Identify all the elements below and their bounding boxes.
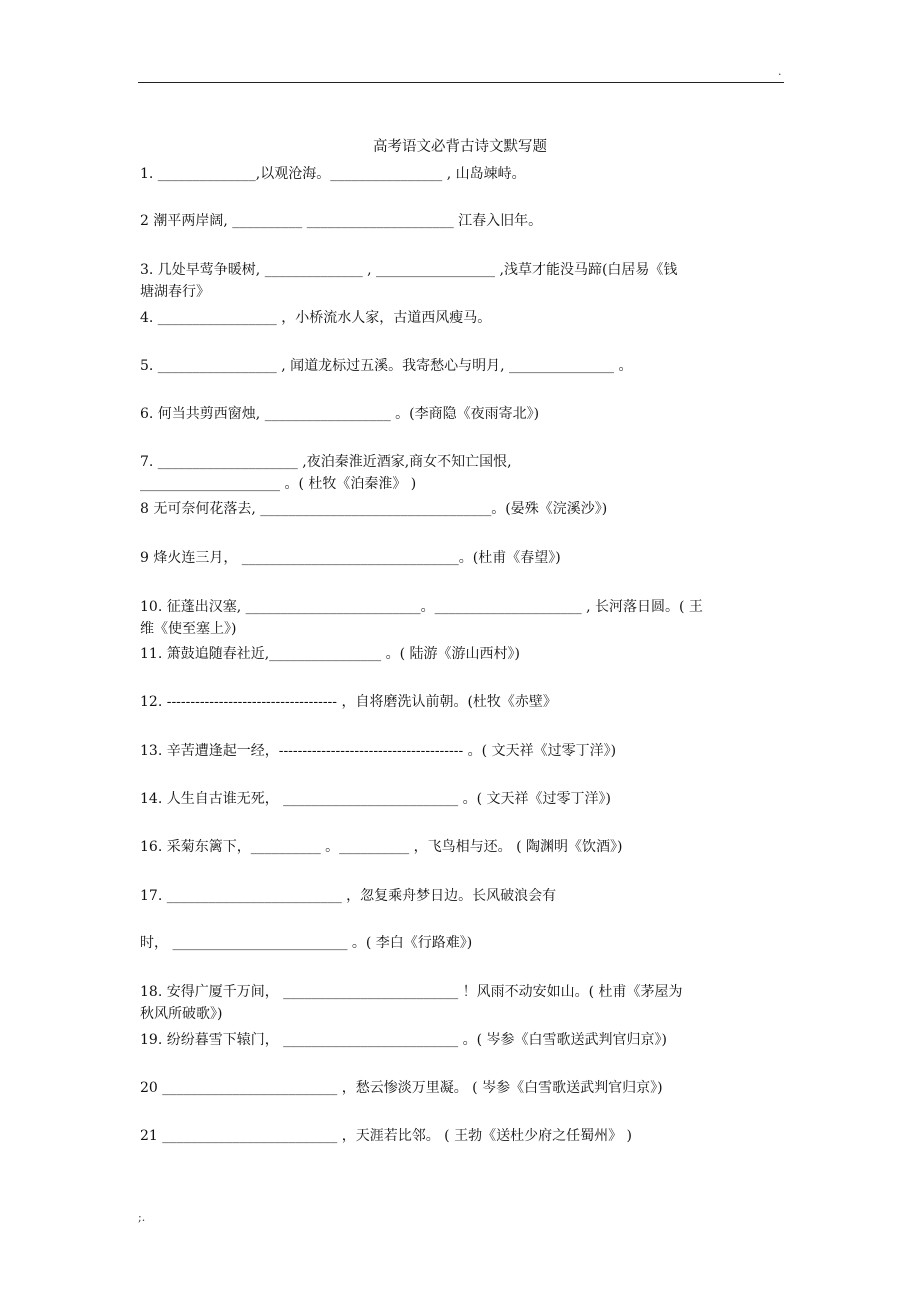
question-line: ____________________ 。( 杜牧《泊秦淮》 ) [140,476,417,492]
question-line: 18. 安得广厦千万间， _________________________ ！风雨不动安如山。( 杜甫《茅屋为 [140,984,683,1000]
question-line: 3. 几处早莺争暖树, ______________ , _________________ ,浅草才能没马蹄(白居易《钱 [140,262,678,278]
question-line: 塘湖春行》 [140,284,210,300]
question-8 [140,498,780,520]
question-14 [140,788,780,810]
question-11 [140,643,780,665]
question-line: 19. 纷纷暮雪下辕门， _________________________ 。( 岑参《白雪歌送武判官归京》) [140,1032,667,1048]
question-6 [140,403,780,425]
question-18 [140,981,780,1025]
question-21 [140,1125,780,1147]
question-16 [140,836,780,858]
question-17-continued [140,932,780,954]
question-line: 7. ____________________ ,夜泊秦淮近酒家,商女不知亡国恨, [140,454,512,470]
question-line: 16. 采菊东篱下，__________ 。__________ ，飞鸟相与还。 ( 陶渊明《饮酒》) [140,839,623,855]
page-title: 高考语文必背古诗文默写题 [373,139,547,155]
question-line: 9 烽火连三月， _______________________________。(杜甫《春望》) [140,550,561,566]
question-7 [140,451,780,495]
question-13 [140,740,780,762]
question-line: 17. _________________________ ，忽复乘舟梦日边。长风破浪会有 [140,888,557,904]
question-20 [140,1077,780,1099]
question-line: 5. _________________ , 闻道龙标过五溪。我寄愁心与明月, _______________ 。 [140,358,633,374]
question-line: 20 _________________________ ，愁云惨淡万里凝。 ( 岑参《白雪歌送武判官归京》) [140,1080,663,1096]
question-9 [140,547,780,569]
question-3 [140,259,780,303]
question-line: 2 潮平两岸阔, __________ _____________________ 江春入旧年。 [140,213,543,229]
question-17 [140,885,780,907]
question-line: 21 _________________________ ，天涯若比邻。 ( 王勃《送杜少府之任蜀州》 ) [140,1128,632,1144]
question-2 [140,210,780,232]
question-10 [140,596,780,640]
footer-mark: ;. [138,1211,146,1224]
question-line: 8 无可奈何花落去, _________________________________。(晏殊《浣溪沙》) [140,501,608,517]
question-line: 10. 征蓬出汉塞, _________________________。_____________________ , 长河落日圆。( 王 [140,599,703,615]
question-19 [140,1029,780,1051]
question-line: 秋风所破歌》) [140,1006,223,1022]
header-rule [138,82,784,83]
question-4 [140,307,780,329]
question-line: 14. 人生自古谁无死， _________________________ 。( 文天祥《过零丁洋》) [140,791,611,807]
question-line: 维《使至塞上》) [140,621,237,637]
header-mark: . [778,65,782,78]
question-5 [140,355,780,377]
question-12 [140,691,780,713]
question-line: 时， _________________________ 。( 李白《行路难》) [140,935,473,951]
question-line: 11. 箫鼓追随春社近,________________ 。( 陆游《游山西村》) [140,646,520,662]
question-line: 13. 辛苦遭逢起一经，--------------------------------------- 。( 文天祥《过零丁洋》) [140,743,617,759]
question-line: 12. ------------------------------------ ，自将磨洗认前朝。(杜牧《赤壁》 [140,694,557,710]
question-1 [140,163,780,185]
question-line: 6. 何当共剪西窗烛, __________________ 。(李商隐《夜雨寄北》) [140,406,540,422]
question-line: 1. ______________,以观沧海。________________ , 山岛竦峙。 [140,166,526,182]
question-line: 4. _________________ ，小桥流水人家，古道西风瘦马。 [140,310,492,326]
